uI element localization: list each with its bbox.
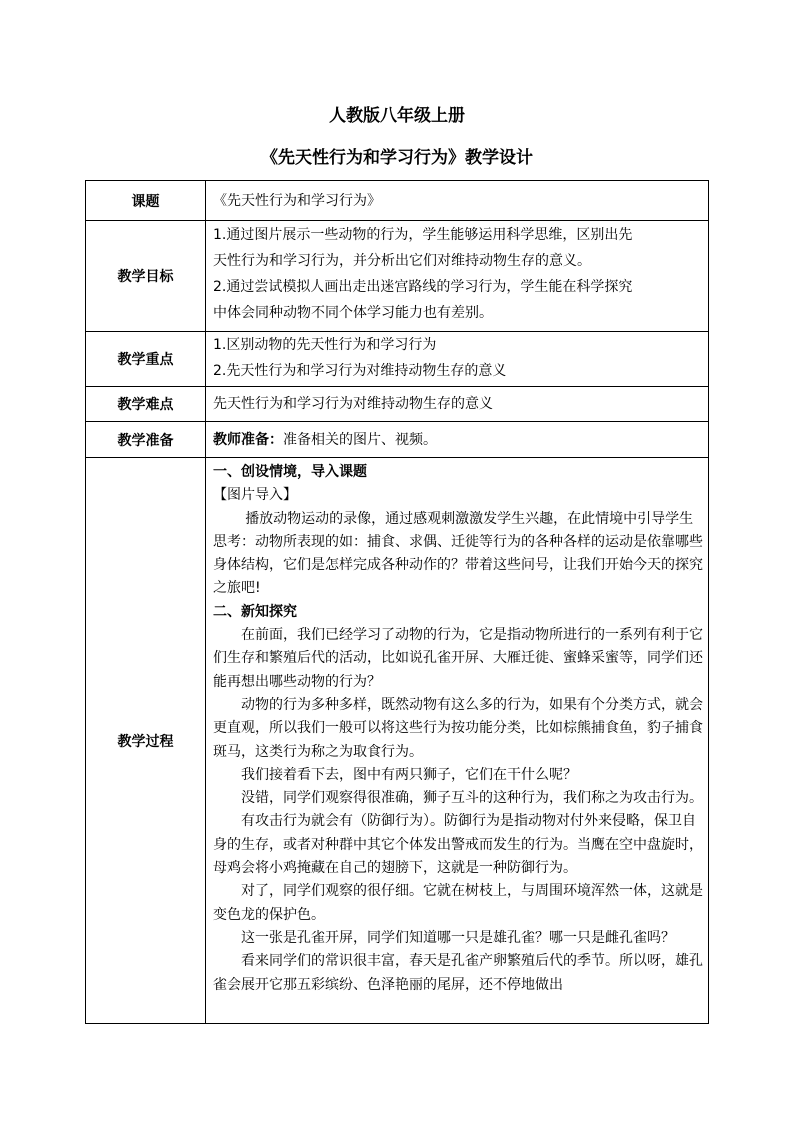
table-row-difficulties	[86, 387, 709, 422]
table-row-topic	[86, 181, 709, 221]
process-paragraph: 播放动物运动的录像，通过感观刺激激发学生兴趣，在此情境中引导学生思考：动物所表现的如：捕食、求偶、迁徙等行为的各种各样的运动是依靠哪些身体结构，它们是怎样完成各种动作的？带着这些问号，让我们开始今天的探究之旅吧!	[213, 510, 703, 597]
section-subheading: 【图片导入】	[213, 487, 297, 504]
process-paragraph: 动物的行为多种多样，既然动物有这么多的行为，如果有个分类方式，就会更直观，所以我们一般可以将这些行为按功能分类，比如棕熊捕食鱼，豹子捕食斑马，这类行为称之为取食行为。	[213, 696, 703, 760]
preparation-prefix: 教师准备：	[213, 431, 283, 448]
table-row-objectives	[86, 221, 709, 332]
preparation-content	[206, 422, 709, 458]
process-paragraph: 没错，同学们观察得很准确，狮子互斗的这种行为，我们称之为攻击行为。	[241, 790, 703, 807]
key-points-content	[206, 332, 709, 387]
process-paragraph: 在前面，我们已经学习了动物的行为，它是指动物所进行的一系列有利于它们生存和繁殖后代的活动，比如说孔雀开屏、大雁迁徙、蜜蜂采蜜等，同学们还能再想出哪些动物的行为？	[213, 627, 703, 690]
section-heading: 一、创设情境，导入课题	[213, 464, 367, 480]
preparation-label: 教学准备	[86, 422, 206, 458]
process-paragraph: 我们接着看下去，图中有两只狮子，它们在干什么呢？	[241, 766, 577, 783]
document-subtitle: 《先天性行为和学习行为》教学设计	[261, 148, 533, 168]
process-label: 教学过程	[86, 458, 206, 1024]
table-row-key-points	[86, 332, 709, 387]
objective-line: 天性行为和学习行为，并分析出它们对维持动物生存的意义。	[213, 253, 591, 269]
process-content	[206, 458, 709, 1024]
difficulties-label: 教学难点	[86, 387, 206, 422]
table-row-process	[86, 458, 709, 1024]
preparation-text	[213, 427, 704, 453]
process-paragraph: 这一张是孔雀开屏，同学们知道哪一只是雄孔雀？哪一只是雌孔雀吗？	[241, 929, 675, 946]
topic-text: 《先天性行为和学习行为》	[213, 192, 381, 209]
topic-value	[206, 181, 709, 221]
topic-label: 课题	[86, 181, 206, 221]
process-paragraph: 有攻击行为就会有（防御行为）。防御行为是指动物对付外来侵略，保卫自身的生存，或者对种群中其它个体发出警戒而发生的行为。当鹰在空中盘旋时，母鸡会将小鸡掩藏在自己的翅膀下，这就是一种防御行为。	[213, 813, 703, 877]
objective-line: 2.通过尝试模拟人画出走出迷宫路线的学习行为，学生能在科学探究	[213, 279, 633, 295]
key-point-line: 2.先天性行为和学习行为对维持动物生存的意义	[213, 363, 507, 379]
objective-line: 中体会同种动物不同个体学习能力也有差别。	[213, 305, 493, 321]
section-heading: 二、新知探究	[213, 603, 297, 620]
objectives-content	[206, 221, 709, 332]
preparation-value: 准备相关的图片、视频。	[283, 431, 437, 448]
lesson-plan-table	[85, 180, 709, 1024]
process-paragraph: 看来同学们的常识很丰富，春天是孔雀产卵繁殖后代的季节。所以呀，雄孔雀会展开它那五彩缤纷、色泽艳丽的尾屏，还不停地做出	[213, 953, 703, 993]
objectives-label: 教学目标	[86, 221, 206, 332]
process-paragraph: 对了，同学们观察的很仔细。它就在树枝上，与周围环境浑然一体，这就是变色龙的保护色。	[213, 883, 703, 923]
objective-line: 1.通过图片展示一些动物的行为，学生能够运用科学思维，区别出先	[213, 227, 633, 243]
difficulties-text: 先天性行为和学习行为对维持动物生存的意义	[213, 396, 493, 412]
key-point-line: 1.区别动物的先天性行为和学习行为	[213, 337, 437, 353]
difficulties-content	[206, 387, 709, 422]
table-row-preparation	[86, 422, 709, 458]
key-points-label: 教学重点	[86, 332, 206, 387]
document-title: 人教版八年级上册	[329, 106, 465, 126]
